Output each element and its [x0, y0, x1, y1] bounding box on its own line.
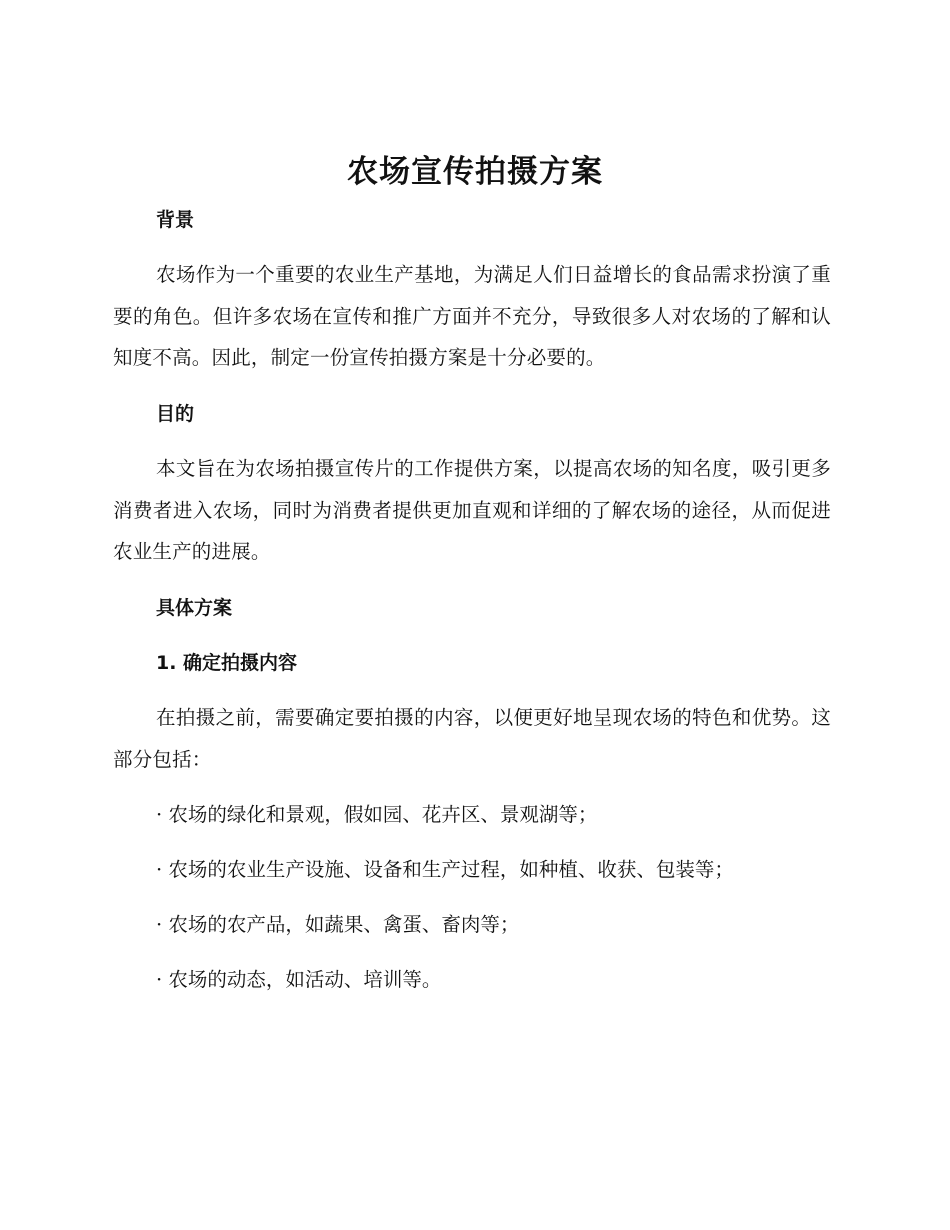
subsection-heading-content: 1. 确定拍摄内容 [156, 652, 298, 674]
list-item: · 农场的农产品，如蔬果、禽蛋、畜肉等； [156, 913, 520, 936]
list-item: · 农场的绿化和景观，假如园、花卉区、景观湖等； [156, 803, 598, 826]
list-item: · 农场的农业生产设施、设备和生产过程，如种植、收获、包装等； [156, 858, 734, 881]
section-heading-purpose: 目的 [156, 403, 195, 425]
section-heading-background: 背景 [156, 209, 195, 231]
list-item: · 农场的动态，如活动、培训等。 [156, 968, 442, 991]
paragraph-purpose: 本文旨在为农场拍摄宣传片的工作提供方案，以提高农场的知名度，吸引更多消费者进入农场，同时为消费者提供更加直观和详细的了解农场的途径，从而促进农业生产的进展。 [113, 457, 831, 563]
paragraph-content: 在拍摄之前，需要确定要拍摄的内容，以便更好地呈现农场的特色和优势。这部分包括： [113, 706, 831, 771]
page-title: 农场宣传拍摄方案 [347, 154, 603, 190]
section-heading-plan: 具体方案 [156, 597, 233, 619]
paragraph-background: 农场作为一个重要的农业生产基地，为满足人们日益增长的食品需求扮演了重要的角色。但许多农场在宣传和推广方面并不充分，导致很多人对农场的了解和认知度不高。因此，制定一份宣传拍摄方案是十分必要的。 [113, 263, 831, 369]
